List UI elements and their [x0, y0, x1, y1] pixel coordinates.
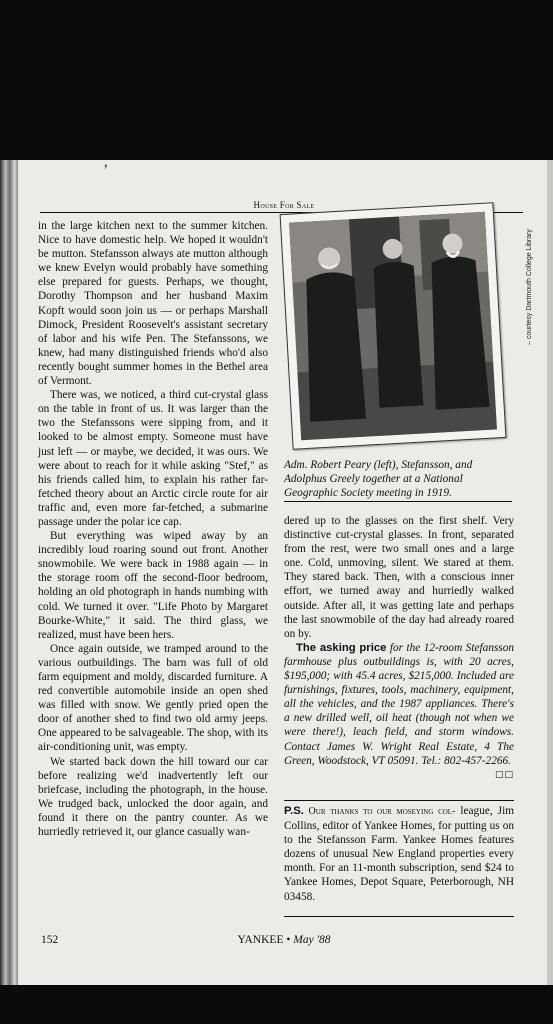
photo-credit: – courtesy Dartmouth College Library [526, 229, 533, 345]
paragraph: There was, we noticed, a third cut-crystal glass on the table in front of us. It was larger than the two the Stefanssons were sipping from, and it looked to be almost empty. Someone must have just left — or maybe, we decided, it was ours. We were about to reach for it while asking "Stef," as his friends called him, to explain his rather far-fetched theory about an Arctic circle route for air traffic and, even more far-fetched, a submarine passage under the polar ice cap. [38, 389, 268, 528]
background-top [0, 0, 553, 160]
background-bottom [0, 985, 553, 1024]
magazine-page [18, 160, 550, 985]
book-spine [0, 160, 18, 985]
paragraph: We started back down the hill toward our car before realizing we'd inadvertently left our briefcase, including the photograph, in the house. We trudged back, unlocked the door again, and found it there on the pantry counter. As we hurriedly retrieved it, our glance casually wan- [38, 755, 268, 839]
paragraph: in the large kitchen next to the summer kitchen. Nice to have domestic help. We hoped it wouldn't be mutton. Stefansson always ate mutton although we knew Evelyn would probably have something else prepared for guests. Perhaps, we thought, Dorothy Thompson and her husband Maxim Kopft would soon join us — or perhaps Marshall Dimock, President Roosevelt's assistant secretary of labor and his wife Pen. The Stefanssons, we knew, had many distinguished friends who'd also recently bought summer homes in the Bethel area of Vermont. [38, 220, 268, 388]
bottom-rule [284, 916, 514, 917]
paragraph: But everything was wiped away by an incredibly loud roaring sound out front. Another snowmobile. We were back in 1988 again — in the storage room off the second-floor bedroom, holding an old photograph in hands numbing with cold. We turned it over. "Life Photo by Margaret Bourke-White," it said. The third glass, we realized, must have been hers. [38, 530, 268, 641]
ps-lead: P.S. [284, 805, 304, 817]
asking-price-label: The asking price [296, 641, 387, 654]
left-column [38, 219, 268, 839]
ps-rule [284, 800, 514, 801]
historic-photo [280, 202, 507, 450]
ps-note [284, 804, 514, 904]
paragraph: Once again outside, we tramped around to the various outbuildings. The barn was full of old farm equipment and moldy, discarded furniture. A red convertible automobile inside an open shed was filled with snow. We gently pried open the door of another shed to find two old army jeeps. One appeared to be salvageable. The shop, with its air-conditioning unit, was empty. [38, 642, 268, 754]
photo-image [289, 212, 497, 441]
page-edge [547, 160, 553, 985]
running-head: House For Sale [253, 200, 315, 210]
caption-rule [284, 501, 512, 502]
ps-caps: Our thanks to our moseying col- [303, 806, 456, 817]
page-number: 152 [41, 934, 59, 946]
magazine-name: YANKEE • [237, 934, 291, 946]
issue-date: May '88 [293, 934, 331, 946]
asking-price-text: for the 12-room Stefansson farmhouse plus outbuildings is, with 20 acres, $195,000; with 45.4 acres, $215,000. Included are furnishings, fixtures, tools, machinery, equipment, all the vehicles, and the 1987 appliances. There's a new drilled well, oil heat (though not when we were there!), leach field, and storm windows. Contact James W. Wright Real Estate, 4 The Green, Woodstock, VT 05091. Tel.: 802-457-2266. [284, 641, 514, 767]
magazine-folio [18, 934, 550, 946]
page-mark: ʼ [103, 162, 109, 179]
ps-text: league, Jim Collins, editor of Yankee Homes, for putting us on to the Stefansson Farm. Yankee Homes features dozens of unusual New England properties every month. For an 11-month subscription, send $24 to Yankee Homes, Depot Square, Peterborough, NH 03458. [284, 805, 514, 903]
end-mark: □□ [494, 769, 514, 780]
photo-illustration [289, 212, 497, 441]
photo-caption: Adm. Robert Peary (left), Stefansson, and Adolphus Greely together at a National Geographic Society meeting in 1919. [284, 459, 473, 500]
paragraph: dered up to the glasses on the first shelf. Very distinctive cut-crystal glasses. In front, separated from the rest, were two small ones and a large one. Cold, unmoving, silent. We stared at them. They stared back. Then, with a conscious inner effort, we turned away and hurriedly walked outside. After all, it was getting late and perhaps the last snowmobile of the day had already roared on by. [284, 515, 514, 640]
asking-price-paragraph [284, 641, 514, 780]
right-column [284, 514, 514, 782]
